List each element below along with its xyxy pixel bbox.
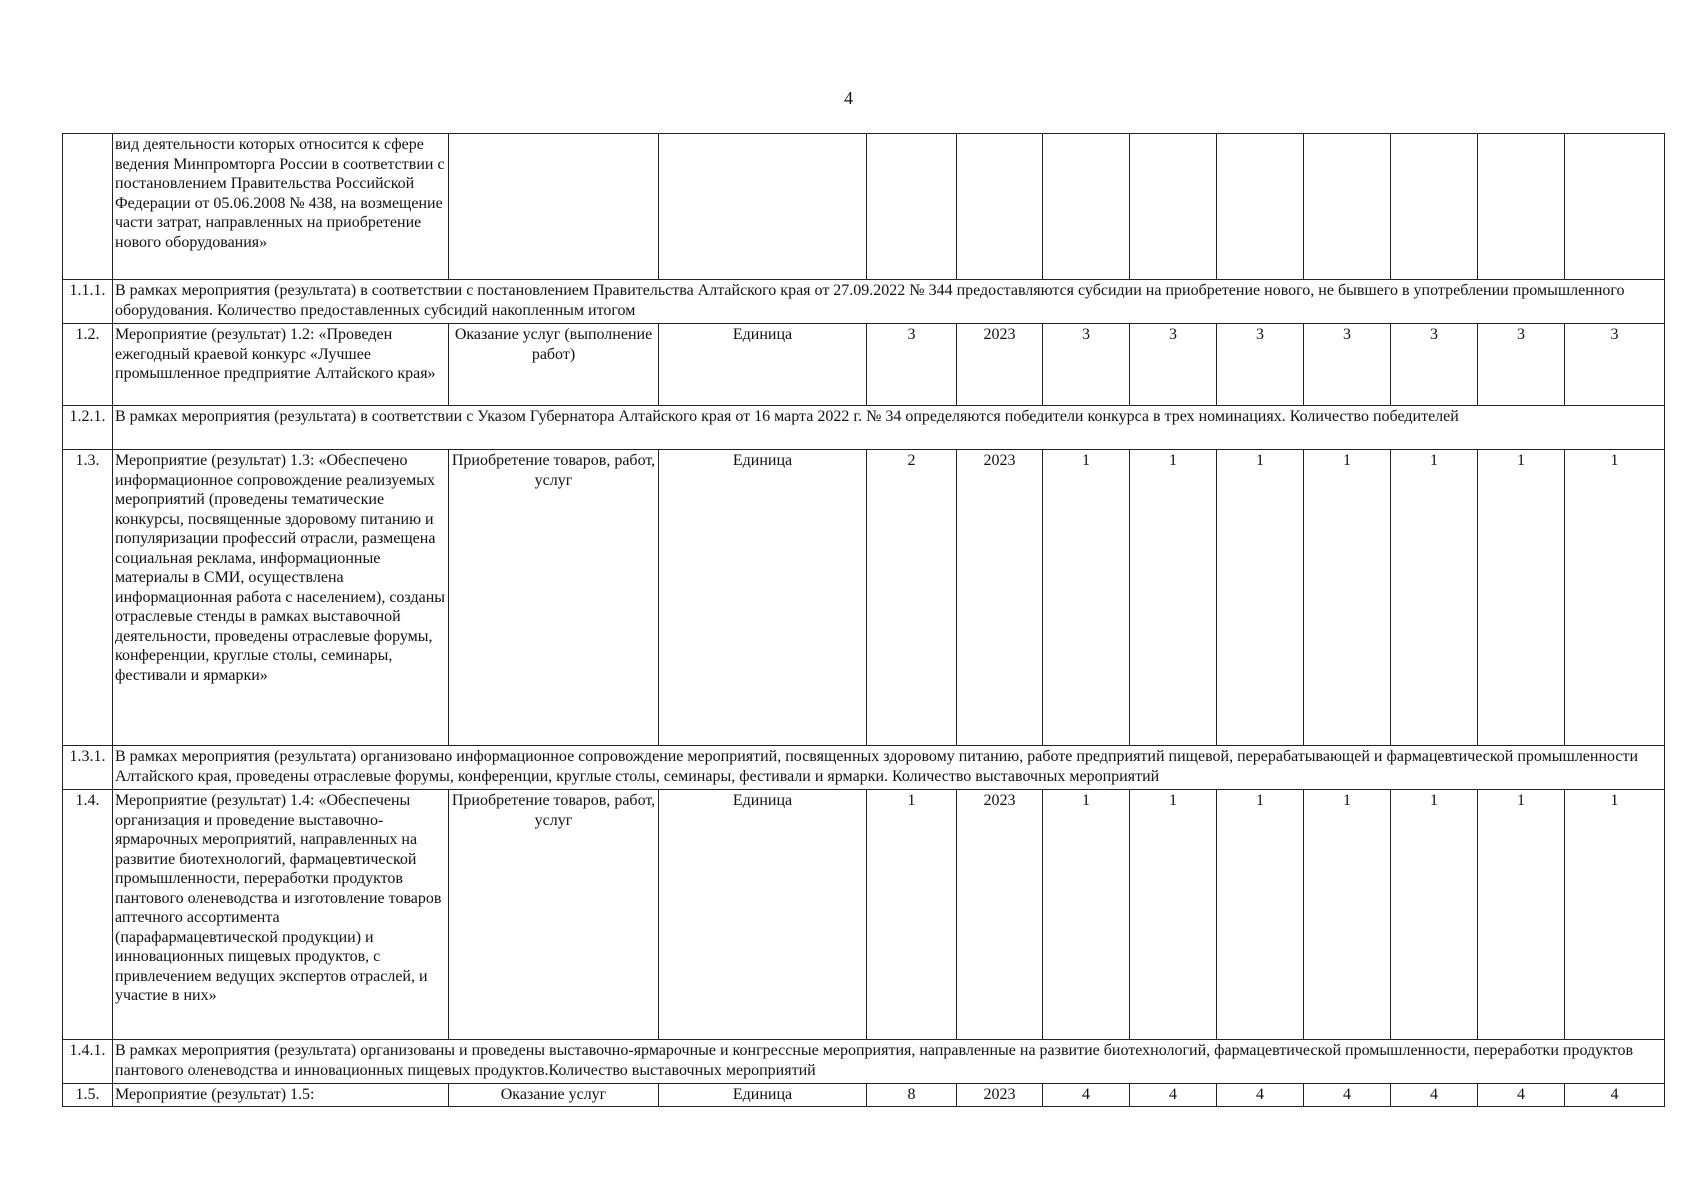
base-year: 2023 [957, 790, 1043, 1040]
table-row [63, 450, 1665, 746]
result-name: Мероприятие (результат) 1.2: «Проведен ежегодный краевой конкурс «Лучшее промышленное предприятие Алтайского края» [113, 324, 449, 406]
row-number: 1.4. [63, 790, 113, 1040]
row-number: 1.2. [63, 324, 113, 406]
results-table [62, 133, 1665, 1107]
note-text: В рамках мероприятия (результата) организованы и проведены выставочно-ярмарочные и конгрессные мероприятия, направленные на развитие биотехнологий, фармацевтической промышленности, переработки продуктов пантового оленеводства и инновационных пищевых продуктов.Количество выставочных мероприятий [113, 1040, 1665, 1084]
year-value [1391, 134, 1478, 280]
table-row [63, 134, 1665, 280]
row-number: 1.5. [63, 1084, 113, 1107]
year-value [1565, 134, 1665, 280]
year-value: 4 [1478, 1084, 1565, 1107]
result-type: Оказание услуг [449, 1084, 659, 1107]
year-value: 3 [1043, 324, 1130, 406]
year-value: 1 [1565, 450, 1665, 746]
year-value [1043, 134, 1130, 280]
result-type [449, 134, 659, 280]
result-name: Мероприятие (результат) 1.4: «Обеспечены организация и проведение выставочно-ярмарочных мероприятий, направленных на развитие биотехнологий, фармацевтической промышленности, переработки продуктов пантового оленеводства и изготовление товаров аптечного ассортимента (парафармацевтической продукции) и инновационных пищевых продуктов, с привлечением ведущих экспертов отраслей, и участие в них» [113, 790, 449, 1040]
base-value: 2 [867, 450, 957, 746]
year-value: 4 [1130, 1084, 1217, 1107]
year-value: 1 [1043, 790, 1130, 1040]
note-text: В рамках мероприятия (результата) организовано информационное сопровождение мероприятий, посвященных здоровому питанию, работе предприятий пищевой, перерабатывающей и фармацевтической промышленности Алтайского края, проведены отраслевые форумы, конференции, круглые столы, семинары, фестивали и ярмарки. Количество выставочных мероприятий [113, 746, 1665, 790]
unit [659, 134, 867, 280]
base-year: 2023 [957, 1084, 1043, 1107]
unit: Единица [659, 324, 867, 406]
year-value: 4 [1217, 1084, 1304, 1107]
base-value: 8 [867, 1084, 957, 1107]
row-number: 1.2.1. [63, 406, 113, 450]
year-value: 1 [1304, 790, 1391, 1040]
year-value: 3 [1304, 324, 1391, 406]
year-value: 3 [1391, 324, 1478, 406]
table-row [63, 1084, 1665, 1107]
year-value: 4 [1043, 1084, 1130, 1107]
unit: Единица [659, 790, 867, 1040]
unit: Единица [659, 450, 867, 746]
base-year: 2023 [957, 324, 1043, 406]
note-text: В рамках мероприятия (результата) в соответствии с Указом Губернатора Алтайского края от 16 марта 2022 г. № 34 определяются победители конкурса в трех номинациях. Количество победителей [113, 406, 1665, 450]
base-value: 3 [867, 324, 957, 406]
year-value: 3 [1130, 324, 1217, 406]
year-value: 1 [1478, 790, 1565, 1040]
year-value: 1 [1304, 450, 1391, 746]
year-value: 1 [1391, 450, 1478, 746]
year-value [1478, 134, 1565, 280]
year-value: 1 [1130, 790, 1217, 1040]
note-row [63, 280, 1665, 324]
result-name: Мероприятие (результат) 1.3: «Обеспечено информационное сопровождение реализуемых мероприятий (проведены тематические конкурсы, посвященные здоровому питанию и популяризации профессий отрасли, размещена социальная реклама, информационные материалы в СМИ, осуществлена информационная работа с населением), созданы отраслевые стенды в рамках выставочной деятельности, проведены отраслевые форумы, конференции, круглые столы, семинары, фестивали и ярмарки» [113, 450, 449, 746]
note-row [63, 746, 1665, 790]
result-type: Приобретение товаров, работ, услуг [449, 790, 659, 1040]
page-number: 4 [844, 88, 853, 108]
row-number: 1.1.1. [63, 280, 113, 324]
row-number: 1.4.1. [63, 1040, 113, 1084]
row-number [63, 134, 113, 280]
year-value: 3 [1217, 324, 1304, 406]
year-value: 1 [1391, 790, 1478, 1040]
year-value: 1 [1217, 790, 1304, 1040]
year-value: 4 [1565, 1084, 1665, 1107]
year-value [1130, 134, 1217, 280]
base-year: 2023 [957, 450, 1043, 746]
year-value: 3 [1565, 324, 1665, 406]
base-value [867, 134, 957, 280]
table-row [63, 324, 1665, 406]
note-text: В рамках мероприятия (результата) в соответствии с постановлением Правительства Алтайского края от 27.09.2022 № 344 предоставляются субсидии на приобретение нового, не бывшего в употреблении промышленного оборудования. Количество предоставленных субсидий накопленным итогом [113, 280, 1665, 324]
row-number: 1.3. [63, 450, 113, 746]
unit: Единица [659, 1084, 867, 1107]
row-number: 1.3.1. [63, 746, 113, 790]
year-value: 1 [1565, 790, 1665, 1040]
base-year [957, 134, 1043, 280]
note-row [63, 1040, 1665, 1084]
result-type: Оказание услуг (выполнение работ) [449, 324, 659, 406]
year-value: 1 [1130, 450, 1217, 746]
year-value [1217, 134, 1304, 280]
year-value: 1 [1478, 450, 1565, 746]
year-value [1304, 134, 1391, 280]
result-name: вид деятельности которых относится к сфере ведения Минпромторга России в соответствии с постановлением Правительства Российской Федерации от 05.06.2008 № 438, на возмещение части затрат, направленных на приобретение нового оборудования» [113, 134, 449, 280]
base-value: 1 [867, 790, 957, 1040]
table-row [63, 790, 1665, 1040]
year-value: 1 [1217, 450, 1304, 746]
result-type: Приобретение товаров, работ, услуг [449, 450, 659, 746]
year-value: 4 [1391, 1084, 1478, 1107]
note-row [63, 406, 1665, 450]
result-name: Мероприятие (результат) 1.5: [113, 1084, 449, 1107]
year-value: 1 [1043, 450, 1130, 746]
year-value: 4 [1304, 1084, 1391, 1107]
year-value: 3 [1478, 324, 1565, 406]
